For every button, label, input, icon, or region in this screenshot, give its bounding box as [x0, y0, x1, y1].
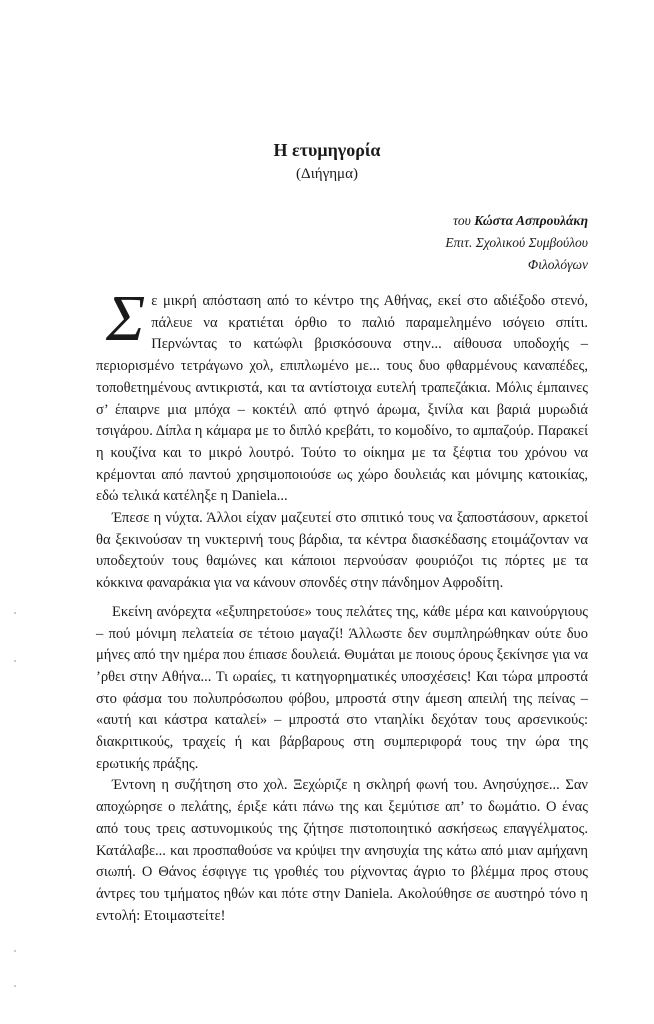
author-name: Κώστα Ασπρουλάκη [474, 213, 588, 228]
paragraph-1-text: ε μικρή απόσταση από το κέντρο της Αθήνας, εκεί στο αδιέξοδο στενό, πάλευε να κρατιέται όρθιο το παλιό παραμελημένο ισόγειο σπίτι. Περνώντας το κατώφλι βρισκόσουνα στην... αίθουσα υποδοχής – περιορισμένο τετράγωνο χολ, επιπλωμένο με... τους δυο φθαρμένους καναπέδες, τοποθετημένους αντικριστά, και τα αντίστοιχα ευτελή τραπεζάκια. Μόλις έμπαινες σ’ έπαιρνε μια μπόχα – κοκτέιλ από φτηνό άρωμα, ξινίλα και βαριά μυρωδιά τσιγάρου. Δίπλα η κάμαρα με το διπλό κρεβάτι, το κομοδίνο, το αμπαζούρ. Παρακεί η κουζίνα και το μικρό λουτρό. Τούτο το οίκημα με τα ξέφτια του χρόνου να κρέμονται από παντού χρησιμοποιούσε ως χώρο δουλειάς και μόνιμης κατοικίας, εδώ τελικά κατέληξε η Daniela... [96, 293, 588, 505]
author-role: Επιτ. Σχολικού Συμβούλου [445, 235, 588, 250]
story-title: Η ετυμηγορία [273, 140, 381, 160]
story-body [96, 282, 588, 927]
binding-hole [14, 660, 16, 662]
paragraph-1 [96, 282, 588, 508]
paragraph-3: Εκείνη ανόρεχτα «εξυπηρετούσε» τους πελάτες της, κάθε μέρα και καινούργιους – πού μόνιμη πελατεία σε τέτοιο μαγαζί! Άλλωστε δεν συμπληρώθηκαν ούτε δυο μήνες από την ημέρα που έπιασε δουλειά. Θυμάται με ποιους όρους ξεκίνησε για να ’ρθει στην Αθήνα... Τι ωραίες, τι κατηγορηματικές υποσχέσεις! Και τώρα μπροστά στο φάσμα του πολυπρόσωπου φόβου, μπροστά στην άμεση απειλή της πείνας – «αυτή και κάστρα καταλεί» – μπροστά στο νταηλίκι δεχόταν τους αρσενικούς: διακριτικούς, τραχείς ή και βάρβαρους στη συμπεριφορά τους την ώρα της ερωτικής πράξης. [96, 603, 588, 772]
binding-hole [14, 612, 16, 614]
paragraph-4: Έντονη η συζήτηση στο χολ. Ξεχώριζε η σκληρή φωνή του. Ανησύχησε... Σαν αποχώρησε ο πελάτης, έριξε κάτι πάνω της και ξεμύτισε απ’ το δωμάτιο. Ο ένας από τους τρεις αστυνομικούς της ζήτησε πιστοποιητικό ασκήσεως επαγγέλματος. Κατάλαβε... και προσπαθούσε να κρύψει την ανησυχία της κάτω από μιαν αμήχανη σιωπή. Ο Θάνος έσφιγγε τις γροθιές του ρίχνοντας άγριο το βλέμμα προς στους άντρες του τμήματος ηθών και πότε στην Daniela. Ακολούθησε σε αυστηρό τόνο η εντολή: Ετοιμαστείτε! [96, 777, 588, 924]
binding-hole [14, 950, 16, 952]
story-genre: (Διήγημα) [296, 166, 358, 182]
author-byline [445, 210, 588, 276]
author-prefix: του [453, 213, 475, 228]
paragraph-2: Έπεσε η νύχτα. Άλλοι είχαν μαζευτεί στο σπιτικό τους να ξαποστάσουν, αρκετοί θα ξεκινούσαν τη νυκτερινή τους βάρδια, τα κέντρα διασκέδασης ετοιμάζονταν να υποδεχτούν τους θαμώνες και κάποιοι περνούσαν φουριόζοι τις πόρτες με τα κόκκινα φαναράκια για να κάνουν σπονδές στην πάνδημον Αφροδίτη. [96, 510, 588, 592]
author-line [445, 210, 588, 232]
binding-hole [14, 985, 16, 987]
drop-cap: Σ [106, 282, 146, 355]
author-role-2: Φιλολόγων [527, 257, 588, 272]
